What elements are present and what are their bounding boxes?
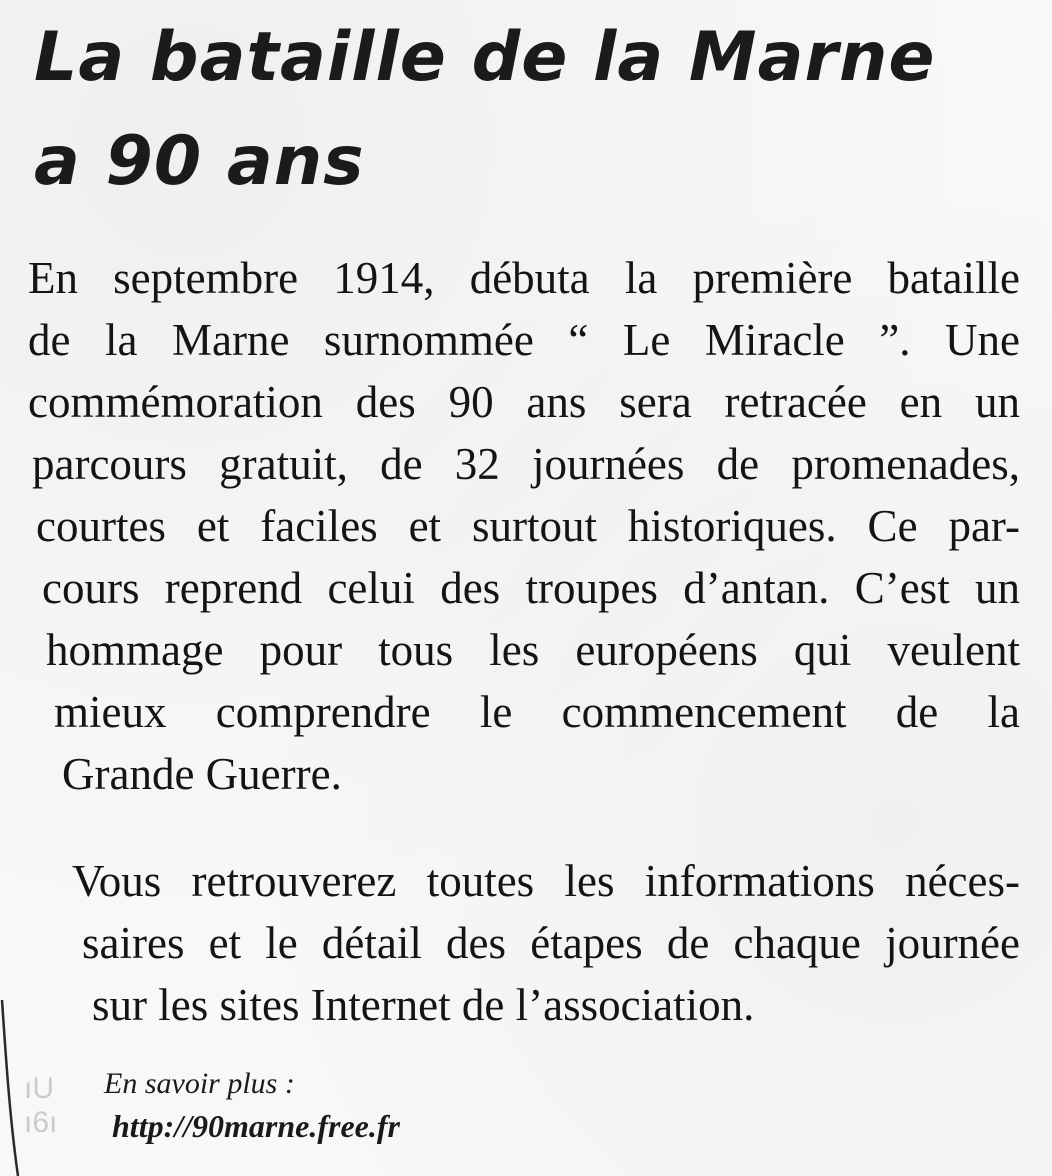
paragraph-2-line: Vous retrouverez toutes les informations néces-: [72, 856, 1020, 906]
title-line-1: La bataille de la Marne: [34, 18, 936, 97]
paragraph-1-line: mieux comprendre le commencement de la: [54, 687, 1020, 737]
page-edge-line: [0, 1000, 20, 1176]
paragraph-1-line: commémoration des 90 ans sera retracée en un: [28, 377, 1020, 427]
paragraph-1-line: parcours gratuit, de 32 journées de promenades,: [32, 439, 1020, 489]
margin-bleed-line-2: ı6ı: [24, 1106, 58, 1139]
paragraph-2-line: saires et le détail des étapes de chaque journée: [82, 918, 1020, 968]
title-line-2: a 90 ans: [34, 122, 365, 201]
paragraph-2-line: sur les sites Internet de l’association.: [92, 980, 755, 1030]
paragraph-1-line: Grande Guerre.: [62, 749, 342, 799]
paragraph-1-line: courtes et faciles et surtout historiques. Ce par-: [36, 501, 1020, 551]
paragraph-1-line: cours reprend celui des troupes d’antan. C’est un: [42, 563, 1020, 613]
margin-bleed-line-1: ıU: [24, 1072, 54, 1105]
paragraph-1-line: de la Marne surnommée “ Le Miracle ”. Une: [28, 315, 1020, 365]
article-paragraph-2: [72, 850, 1020, 1036]
paragraph-1-line: hommage pour tous les européens qui veulent: [46, 625, 1020, 675]
article-title: [34, 6, 936, 214]
paragraph-1-line: En septembre 1914, débuta la première bataille: [28, 253, 1020, 303]
margin-bleed-text: [24, 1072, 57, 1140]
website-url-link[interactable]: http://90marne.free.fr: [112, 1108, 400, 1144]
article-paragraph-1: [28, 247, 1020, 805]
more-info-block: [104, 1064, 400, 1148]
more-info-label: En savoir plus :: [104, 1067, 295, 1100]
